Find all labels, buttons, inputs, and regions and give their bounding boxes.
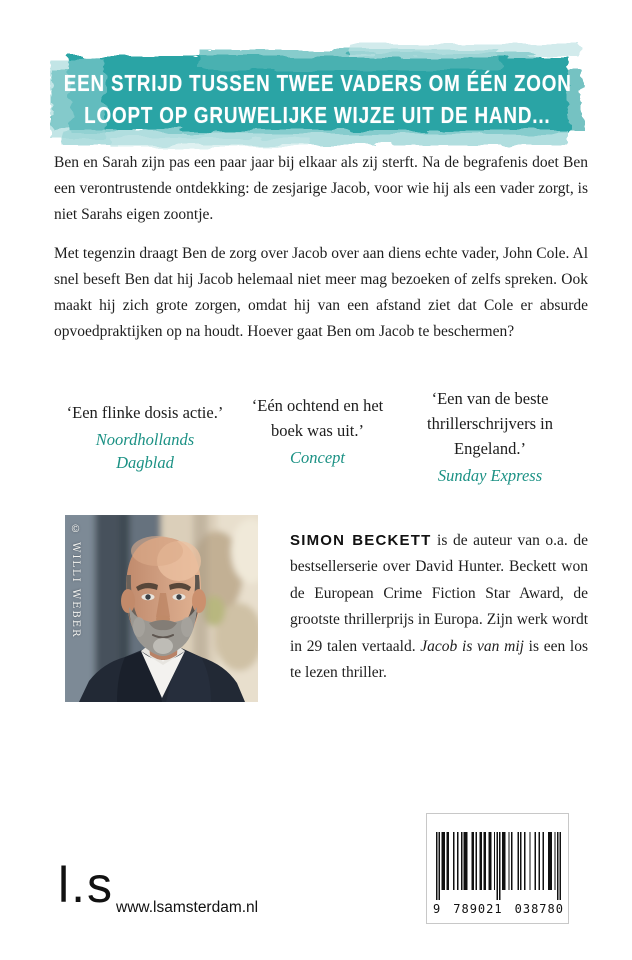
isbn-group-1: 9 <box>433 902 442 916</box>
author-bio-text-1: is de auteur van o.a. de bestsellerserie over David Hunter. Beckett won de European Crime Fiction Star Award, de grootste thrillerprijs in Europa. Zijn werk wordt in 29 talen vertaald. <box>290 531 588 655</box>
isbn-group-3: 038780 <box>514 902 564 916</box>
author-bio-text-2: is een los te lezen thriller. <box>290 637 589 681</box>
quote-3 <box>395 386 585 487</box>
author-bio <box>290 528 588 687</box>
isbn-number <box>433 902 564 916</box>
press-quotes <box>50 386 585 487</box>
synopsis <box>54 150 588 358</box>
quote-2-text: ‘Eén ochtend en het boek was uit.’ <box>251 396 384 440</box>
photo-credit: © WILLI WEBER <box>70 524 81 639</box>
publisher-website[interactable]: www.lsamsterdam.nl <box>116 899 259 916</box>
book-title: Jacob is van mij <box>420 637 524 655</box>
synopsis-paragraph-2: Met tegenzin draagt Ben de zorg over Jacob over aan diens echte vader, John Cole. Al snel beseft Ben dat hij Jacob helemaal niet meer mag bezoeken of zelfs spreken. Ook maakt hij zich grote zorgen, omdat hij van een afstand ziet dat Cole er absurde opvoedpraktijken op na houdt. Hoever gaat Ben om Jacob te beschermen? <box>54 245 588 340</box>
synopsis-paragraph-1: Ben en Sarah zijn pas een paar jaar bij elkaar als zij sterft. Na de begrafenis doet Ben een verontrustende ontdekking: de zesjarige Jacob, voor wie hij als een vader zorgt, is niet Sarahs eigen zoontje. <box>54 154 588 223</box>
author-photo <box>65 515 258 702</box>
quote-3-text: ‘Een van de beste thrillerschrijvers in Engeland.’ <box>426 389 553 458</box>
quote-1-source: Noordhollands Dagblad <box>95 430 195 472</box>
quote-2-source: Concept <box>290 448 345 467</box>
quote-1-text: ‘Een flinke dosis actie.’ <box>66 403 224 422</box>
tagline-banner <box>50 38 585 158</box>
author-portrait-graphic <box>65 515 258 702</box>
barcode-bars <box>436 832 561 900</box>
barcode <box>426 813 569 924</box>
quote-3-source: Sunday Express <box>437 466 543 485</box>
quote-2 <box>240 386 395 487</box>
author-name: SIMON BECKETT <box>290 531 432 549</box>
publisher-logo: l.s <box>58 857 114 913</box>
tagline-line-2: LOOPT OP GRUWELIJKE WIJZE UIT DE HAND... <box>84 102 551 128</box>
quote-1 <box>50 386 240 487</box>
tagline-line-1: EEN STRIJD TUSSEN TWEE VADERS OM ÉÉN ZOON <box>63 70 572 96</box>
isbn-group-2: 789021 <box>453 902 503 916</box>
